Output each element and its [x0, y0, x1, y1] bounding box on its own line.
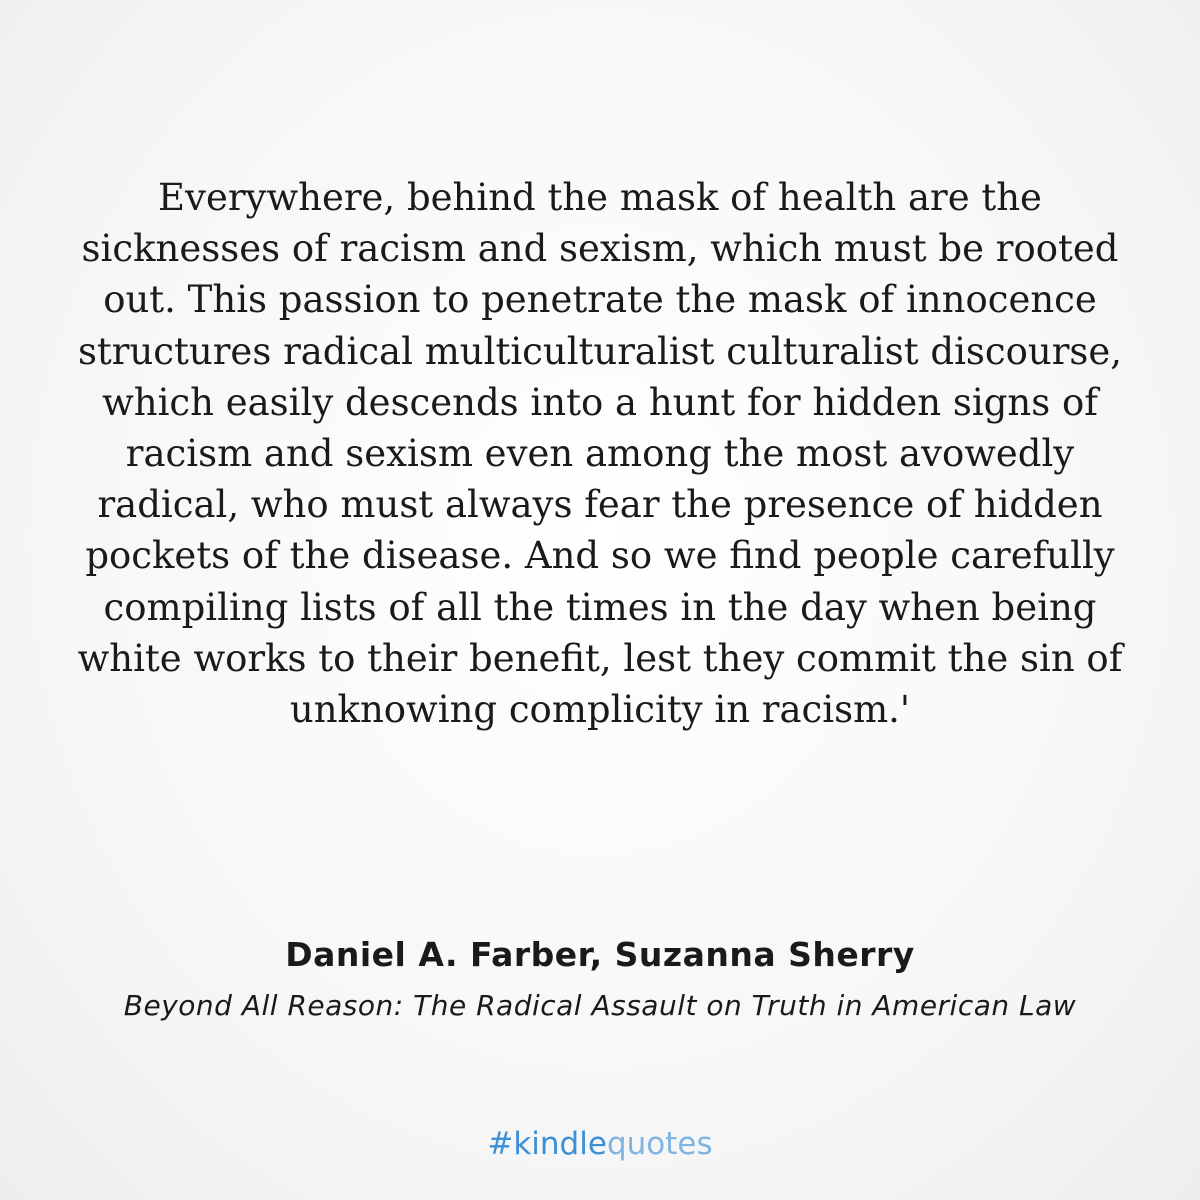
quote-text: Everywhere, behind the mask of health are the sicknesses of racism and sexism, which must be rooted out. This passion to penetrate the mask of innocence structures radical multiculturalist culturalist discourse, which easily descends into a hunt for hidden signs of racism and sexism even among the most avowedly radical, who must always fear the presence of hidden pockets of the disease. And so we find people carefully compiling lists of all the times in the day when being white works to their benefit, lest they commit the sin of unknowing complicity in racism.' [77, 176, 1123, 732]
hashtag-prefix: #kindle [487, 1126, 607, 1162]
quote-author: Daniel A. Farber, Suzanna Sherry [285, 935, 915, 974]
kindlequotes-hashtag [0, 1122, 1200, 1166]
hashtag-suffix: quotes [606, 1126, 713, 1162]
book-title: Beyond All Reason: The Radical Assault on Truth in American Law [123, 989, 1077, 1022]
